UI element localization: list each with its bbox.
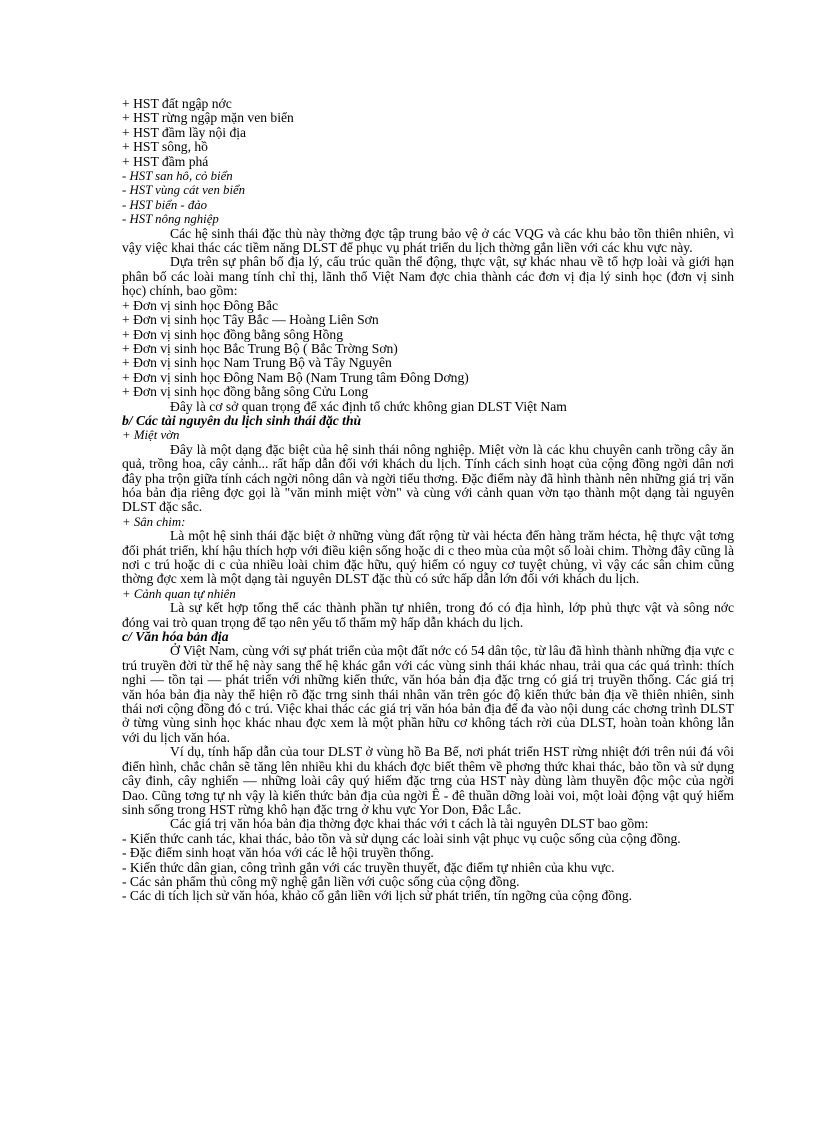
unit-item: + Đơn vị sinh học Bắc Trung Bộ ( Bắc Trờng Sơn) [122, 340, 398, 356]
section-heading: b/ Các tài nguyên du lịch sinh thái đặc thù [122, 412, 362, 428]
habitat-item-italic: - HST vùng cát ven biển [122, 183, 246, 198]
habitat-item: + HST đất ngập nớc [122, 96, 232, 111]
dash-item: - Đặc điểm sinh hoạt văn hóa với các lễ hội truyền thống. [122, 845, 434, 861]
paragraph: Các giá trị văn hóa bản địa thờng đợc khai thác với t cách là tài nguyên DLST bao gồm: [170, 816, 649, 832]
subheading: + Sân chim: [122, 514, 186, 529]
unit-item: + Đơn vị sinh học đồng bằng sông Cửu Long [122, 384, 369, 400]
dash-item: - Các di tích lịch sử văn hóa, khảo cổ gắn liền với lịch sử phát triển, tín ngỡng của cộng đồng. [122, 888, 633, 904]
paragraph: Đây là một dạng đặc biệt của hệ sinh thái nông nghiệp. Miệt vờn là các khu chuyên canh trồng cây ăn quả, trồng hoa, cây cảnh... rất hấp dẫn đối với khách du lịch. Tính cách sinh hoạt của cộng đồng ngời dân nơi đây pha trộn giữa tính cách ngời nông dân và ngời tiểu thơng. Đặc điểm này đã hình thành nên những giá trị văn hóa bản địa riêng đợc gọi là "văn minh miệt vờn" và cùng với cảnh quan vờn tạo thành một dạng tài nguyên DLST đặc sắc. [122, 441, 734, 515]
paragraph: Ở Việt Nam, cùng với sự phát triển của một đất nớc có 54 dân tộc, từ lâu đã hình thành những địa vực c trú truyền đời từ thế hệ này sang thế hệ khác gắn với các vùng sinh thái khác nhau, trải qua các quá trình: thích nghi — tồn tại — phát triển với những kiến thức, văn hóa bản địa đặc trng có giá trị truyền thống. Các giá trị văn hóa bản địa này thể hiện rõ đặc trng sinh thái nhân văn trên góc độ kiến thức bản địa về thiên nhiên, sinh thái nơi cộng đồng đó c trú. Việc khai thác các giá trị văn hóa bản địa để đa vào nội dung các chơng trình DLST ở từng vùng sinh học khác nhau đợc xem là một phần hữu cơ không tách rời của DLST, hoàn toàn không lẫn với du lịch văn hóa. [122, 643, 734, 745]
document-page [122, 97, 734, 904]
paragraph: Là sự kết hợp tổng thể các thành phần tự nhiên, trong đó có địa hình, lớp phủ thực vật và sông nớc đóng vai trò quan trọng để tạo nên yếu tố thẩm mỹ hấp dẫn khách du lịch. [122, 600, 734, 630]
habitat-item-italic: - HST san hô, cỏ biển [122, 169, 233, 184]
unit-item: + Đơn vị sinh học Nam Trung Bộ và Tây Nguyên [122, 355, 392, 371]
dash-item: - Kiến thức dân gian, công trình gắn với các truyền thuyết, đặc điểm tự nhiên của khu vực. [122, 859, 615, 875]
habitat-item-italic: - HST nông nghiệp [122, 212, 219, 227]
paragraph: Các hệ sinh thái đặc thù này thờng đợc tập trung bảo vệ ở các VQG và các khu bảo tồn thiên nhiên, vì vậy việc khai thác các tiềm năng DLST để phục vụ phát triển du lịch thờng gắn liền với các khu vực này. [122, 225, 734, 256]
unit-item: + Đơn vị sinh học Đông Bắc [122, 297, 279, 313]
habitat-item: + HST đầm lầy nội địa [122, 124, 247, 140]
paragraph: Đây là cơ sở quan trọng để xác định tổ chức không gian DLST Việt Nam [170, 398, 567, 414]
dash-item: - Các sản phẩm thủ công mỹ nghệ gắn liền với cuộc sống của cộng đồng. [122, 873, 520, 889]
section-heading: c/ Văn hóa bản địa [122, 629, 229, 645]
unit-item: + Đơn vị sinh học Tây Bắc — Hoàng Liên Sơn [122, 312, 379, 328]
unit-item: + Đơn vị sinh học đồng bằng sông Hồng [122, 326, 344, 342]
habitat-item: + HST rừng ngập mặn ven biển [122, 110, 294, 126]
paragraph: Dựa trên sự phân bố địa lý, cấu trúc quần thể động, thực vật, sự khác nhau về tổ hợp loài và giới hạn phân bố các loài mang tính chỉ thị, lãnh thổ Việt Nam đợc chia thành các đơn vị địa lý sinh học (đơn vị sinh học) chính, bao gồm: [122, 254, 734, 299]
paragraph: Ví dụ, tính hấp dẫn của tour DLST ở vùng hồ Ba Bể, nơi phát triển HST rừng nhiệt đới trên núi đá vôi điển hình, chắc chắn sẽ tăng lên nhiều khi du khách đợc biết thêm về phơng thức khai thác, bảo tồn và sử dụng cây đinh, cây nghiến — những loài cây quý hiếm đặc trng của HST này dùng làm thuyền độc mộc của ngời Dao. Cũng tơng tự nh vậy là kiến thức bản địa của ngời Ê - đê thuần dỡng loài voi, một loài động vật quý hiếm sinh sống trong HST rừng khô hạn đặc trng ở khu vực Yor Don, Đắc Lắc. [122, 744, 734, 817]
paragraph: Là một hệ sinh thái đặc biệt ở những vùng đất rộng từ vài hécta đến hàng trăm hécta, hệ thực vật tơng đối phát triển, khí hậu thích hợp với điều kiện sống hoặc di c theo mùa của một số loài chim. Thờng đây cũng là nơi c trú hoặc di c của nhiều loài chim đặc hữu, quý hiếm có nguy cơ tuyệt chủng, vì vậy các sân chim cũng thờng đợc xem là một dạng tài nguyên DLST đặc thù có sức hấp dẫn lớn đối với khách du lịch. [122, 528, 734, 587]
dash-item: - Kiến thức canh tác, khai thác, bảo tồn và sử dụng các loài sinh vật phục vụ cuộc sống của cộng đồng. [122, 830, 681, 846]
subheading: + Miệt vờn [122, 428, 180, 443]
unit-item: + Đơn vị sinh học Đông Nam Bộ (Nam Trung tâm Đông Dơng) [122, 369, 469, 385]
habitat-item: + HST sông, hồ [122, 139, 208, 155]
habitat-item: + HST đầm phá [122, 153, 209, 169]
habitat-item-italic: - HST biển - đảo [122, 197, 208, 212]
subheading: + Cảnh quan tự nhiên [122, 586, 236, 601]
